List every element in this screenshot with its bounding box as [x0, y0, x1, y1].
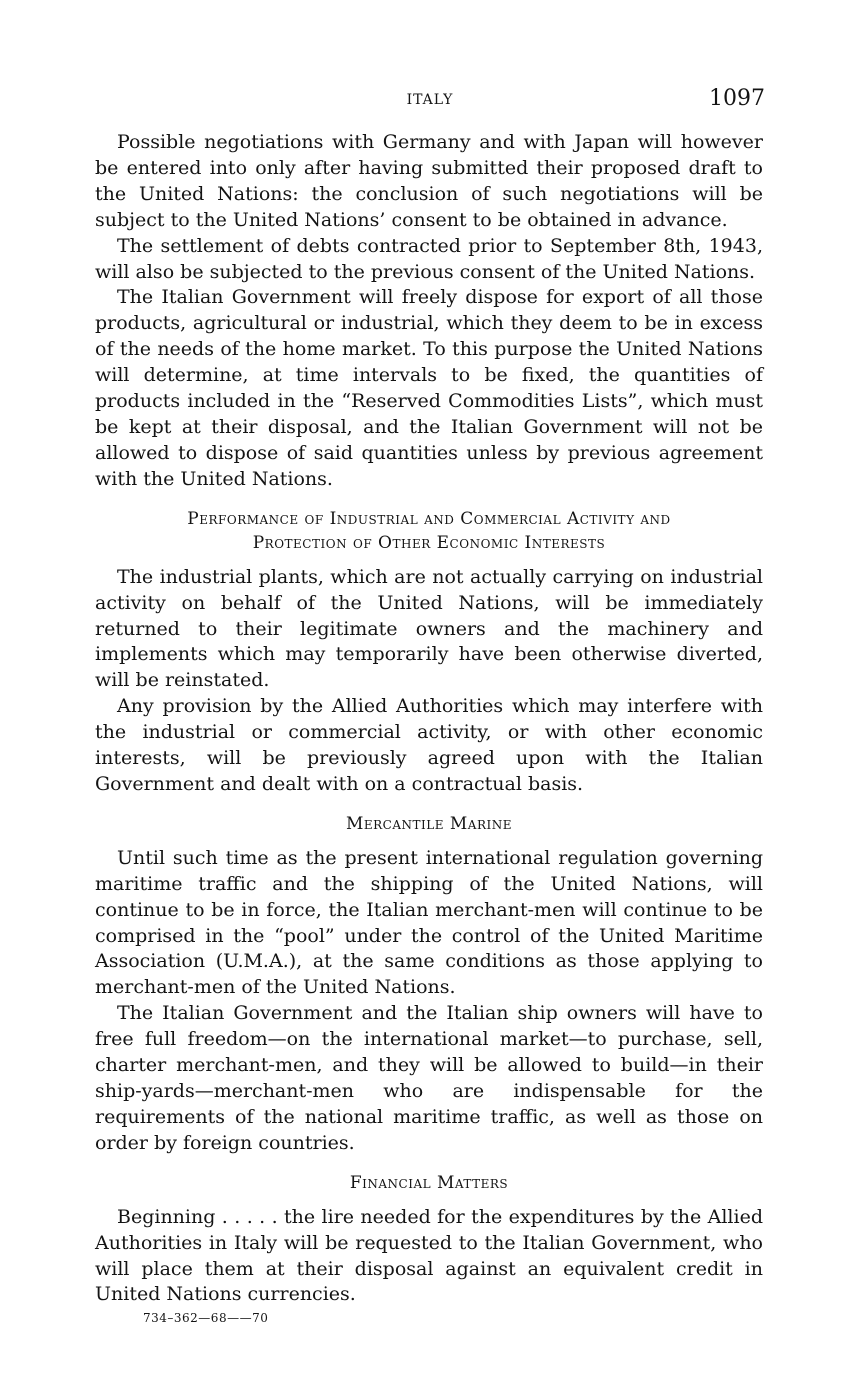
paragraph-ship-owners: The Italian Government and the Italian ship owners will have to free full freedom—on the international market—to purchase, sell, charter merchant-men, and they will be allowed to build—in their ship-yards—merchant-men who are indispensable for the requirements of the national maritime traffic, as well as those on order by foreign countries.: [95, 1002, 763, 1154]
section-heading-industrial: [95, 507, 763, 555]
body-text: [95, 130, 763, 1308]
paragraph-exports: The Italian Government will freely dispose for export of all those products, agricultural or industrial, which they deem to be in excess of the needs of the home market. To this purpose the United Nations will determine, at time intervals to be fixed, the quantities of products included in the “Reserved Commodities Lists”, which must be kept at their disposal, and the Italian Government will not be allowed to dispose of said quantities unless by previous agreement with the United Nations.: [95, 286, 763, 490]
running-title: ITALY: [406, 92, 454, 108]
paragraph-lire: Beginning . . . . . the lire needed for the expenditures by the Allied Authorities in Italy will be requested to the Italian Government, who will place them at their disposal against an equivalent credit in United Nations currencies.: [95, 1205, 763, 1306]
page-number: 1097: [709, 86, 765, 111]
paragraph-maritime-regulation: Until such time as the present international regulation governing maritime traffic and the shipping of the United Nations, will continue to be in force, the Italian merchant-men will continue to be comprised in the “pool” under the control of the United Maritime Association (U.M.A.), at the same conditions as those applying to merchant-men of the United Nations.: [95, 846, 763, 999]
section-heading-marine: Mercantile Marine: [345, 813, 513, 834]
section-heading-industrial-line1: Performance of Industrial and Commercial Activity and: [187, 508, 671, 529]
paragraph-debts: The settlement of debts contracted prior to September 8th, 1943, will also be subjected to the previous consent of the United Nations.: [95, 234, 763, 283]
running-head: [95, 86, 765, 114]
print-code: 734–362—68——70: [143, 1311, 269, 1325]
paragraph-industrial-plants: The industrial plants, which are not actually carrying on industrial activity on behalf of the United Nations, will be immediately returned to their legitimate owners and the machinery and implements which may temporarily have been otherwise diverted, will be reinstated.: [95, 565, 763, 692]
paragraph-allied-provisions: Any provision by the Allied Authorities which may interfere with the industrial or commercial activity, or with other economic interests, will be previously agreed upon with the Italian Government and dealt with on a contractual basis.: [95, 695, 763, 795]
paragraph-negotiations: Possible negotiations with Germany and with Japan will however be entered into only after having submitted their proposed draft to the United Nations: the conclusion of such negotiations will be subject to the United Nations’ consent to be obtained in advance.: [95, 131, 763, 231]
section-heading-financial: Financial Matters: [349, 1172, 509, 1193]
section-heading-industrial-line2: Protection of Other Economic Interests: [252, 532, 606, 553]
